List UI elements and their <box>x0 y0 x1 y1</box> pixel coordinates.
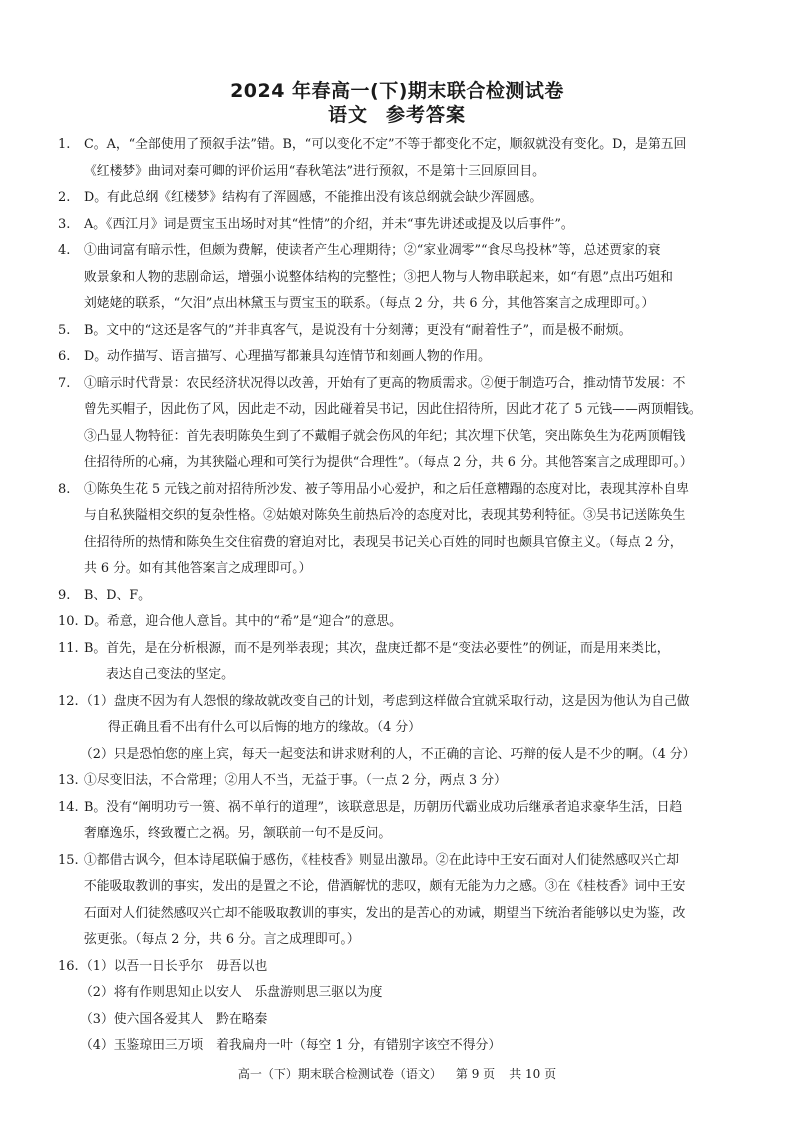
answer-line: D。希意，迎合他人意旨。其中的“希”是“迎合”的意思。 <box>84 614 402 629</box>
footer-page-number: 第 9 页 <box>455 1067 496 1081</box>
answer-line: B、D、F。 <box>84 587 151 603</box>
answer-number: 10. <box>58 614 79 629</box>
answer-line: ①都借古讽今，但本诗尾联偏于感伤，《桂枝香》则显出激昂。②在此诗中王安石面对人们徒然感叹兴亡却 <box>84 852 680 868</box>
answer-item <box>58 477 738 583</box>
answer-line: 表达自己变法的坚定。 <box>106 667 234 682</box>
answer-item <box>58 768 738 795</box>
answer-item <box>58 318 738 345</box>
answer-line: （3）使六国各爱其人 黔在略秦 <box>80 1011 268 1027</box>
page-footer <box>0 1066 794 1082</box>
answer-line: ③凸显人物特征：首先表明陈奂生到了不戴帽子就会伤风的年纪；其次埋下伏笔，突出陈奂生为花两顶帽钱 <box>84 428 686 444</box>
answer-item <box>58 609 738 636</box>
answer-number: 4. <box>58 243 71 258</box>
answer-item <box>58 795 738 848</box>
answer-item <box>58 132 738 185</box>
answer-line: 奢靡逸乐，终致覆亡之祸。另，颔联前一句不是反问。 <box>84 826 392 841</box>
answer-item <box>58 344 738 371</box>
answer-line: ①尽变旧法，不合常理；②用人不当，无益于事。（一点 2 分，两点 3 分） <box>84 773 507 788</box>
answer-line: B。首先，是在分析根源，而不是列举表现；其次，盘庚迁都不是“变法必要性”的例证，而是用来类比， <box>84 640 670 656</box>
footer-page-total: 共 10 页 <box>509 1067 557 1081</box>
answer-number: 3. <box>58 216 71 232</box>
answer-line: D。动作描写、语言描写、心理描写都兼具勾连情节和刻画人物的作用。 <box>84 349 491 364</box>
answer-line: D。有此总纲《红楼梦》结构有了浑圆感，不能推出没有该总纲就会缺少浑圆感。 <box>84 190 543 205</box>
footer-exam-name: 高一（下）期末联合检测试卷（语文） <box>237 1067 442 1081</box>
answer-item <box>58 689 738 769</box>
answer-line: C。A，“全部使用了预叙手法”错。B，“可以变化不定”不等于都变化不定，顺叙就没有变化。D，是第五回 <box>84 137 687 152</box>
answer-number: 5. <box>58 322 71 338</box>
subject-label: 语文 <box>327 104 368 126</box>
exam-title: 2024 年春高一(下)期末联合检测试卷 <box>230 80 564 102</box>
answer-item <box>58 185 738 212</box>
answer-line: 败景象和人物的悲剧命运，增强小说整体结构的完整性；③把人物与人物串联起来，如“有恩”点出巧姐和 <box>84 269 673 285</box>
answer-line: 刘姥姥的联系，“欠泪”点出林黛玉与贾宝玉的联系。（每点 2 分，共 6 分，其他答案言之成理即可。） <box>84 296 655 311</box>
answer-number: 14. <box>58 799 79 815</box>
answer-number: 7. <box>58 375 71 391</box>
answer-item <box>58 636 738 689</box>
answer-line: （1）盘庚不因为有人怨恨的缘故就改变自己的计划，考虑到这样做合宜就采取行动，这是因为他认为自己做 <box>80 693 690 709</box>
answer-line: （4）玉鉴琼田三万顷 着我扁舟一叶（每空 1 分，有错别字该空不得分） <box>80 1038 502 1053</box>
answer-number: 16. <box>58 958 79 974</box>
answer-line: 住招待所的心痛，为其狭隘心理和可笑行为提供“合理性”。（每点 2 分，共 6 分。其他答案言之成理即可。） <box>84 455 693 470</box>
answer-number: 11. <box>58 640 79 656</box>
answer-line: （2）将有作则思知止以安人 乐盘游则思三驱以为度 <box>80 985 383 1000</box>
answer-number: 6. <box>58 349 71 364</box>
answer-line: 得正确且看不出有什么可以后悔的地方的缘故。（4 分） <box>108 720 421 735</box>
answer-item <box>58 238 738 318</box>
answer-line: 弦更张。（每点 2 分，共 6 分。言之成理即可。） <box>84 932 360 947</box>
answer-line: B。没有“阐明功亏一篑、祸不单行的道理”，该联意思是，历朝历代霸业成功后继承者追求豪华生活，日趋 <box>84 799 683 815</box>
answer-item <box>58 848 738 954</box>
answer-item <box>58 954 738 1060</box>
answer-number: 12. <box>58 693 79 709</box>
answer-line: （1）以吾一日长乎尔 毋吾以也 <box>80 958 268 974</box>
answer-line: 住招待所的热情和陈奂生交住宿费的窘迫对比，表现吴书记关心百姓的同时也颇具官僚主义。（每点 2 分， <box>84 534 683 550</box>
answer-list <box>0 132 794 1060</box>
answer-line: 共 6 分。如有其他答案言之成理即可。） <box>84 561 312 576</box>
answer-key-label: 参考答案 <box>386 104 467 126</box>
answer-number: 15. <box>58 852 79 868</box>
answer-line: ①陈奂生花 5 元钱之前对招待所沙发、被子等用品小心爱护，和之后任意糟蹋的态度对比，表现其淳朴自卑 <box>84 481 689 497</box>
answer-number: 2. <box>58 190 71 205</box>
answer-line: ①曲词富有暗示性，但颇为费解，使读者产生心理期待；②“家业凋零”“食尽鸟投林”等，总述贾家的衰 <box>84 243 661 258</box>
answer-line: 曾先买帽子，因此伤了风，因此走不动，因此碰着吴书记，因此住招待所，因此才花了 5 元钱——两顶帽钱。 <box>84 402 702 417</box>
answer-item <box>58 371 738 477</box>
answer-number: 8. <box>58 481 71 497</box>
answer-item <box>58 583 738 610</box>
answer-line: 《红楼梦》曲词对秦可卿的评价运用“春秋笔法”进行预叙，不是第十三回原回目。 <box>84 163 545 179</box>
answer-number: 9. <box>58 587 71 603</box>
answer-number: 13. <box>58 773 79 788</box>
answer-line: B。文中的“这还是客气的”并非真客气，是说没有十分刻薄；更没有“耐着性子”，而是极不耐烦。 <box>84 322 632 338</box>
answer-number: 1. <box>58 137 71 152</box>
answer-line: ①暗示时代背景：农民经济状况得以改善，开始有了更高的物质需求。②便于制造巧合，推动情节发展：不 <box>84 375 686 391</box>
answer-line: （2）只是恐怕您的座上宾，每天一起变法和讲求财利的人，不正确的言论、巧辩的佞人是不少的啊。（4 分） <box>80 746 696 762</box>
answer-line: 与自私狭隘相交织的复杂性格。②姑娘对陈奂生前热后冷的态度对比，表现其势利特征。③吴书记送陈奂生 <box>84 508 686 523</box>
answer-line: A。《西江月》词是贾宝玉出场时对其“性情”的介绍，并未“事先讲述或提及以后事件”。 <box>84 216 574 232</box>
answer-line: 石面对人们徒然感叹兴亡却不能吸取教训的事实，发出的是苦心的劝诫，期望当下统治者能够以史为鉴，改 <box>84 905 686 921</box>
exam-subtitle <box>0 104 794 126</box>
answer-item <box>58 212 738 239</box>
answer-line: 不能吸取教训的事实，发出的是置之不论，借酒解忧的悲叹，颇有无能为力之感。③在《桂枝香》词中王安 <box>84 879 686 894</box>
